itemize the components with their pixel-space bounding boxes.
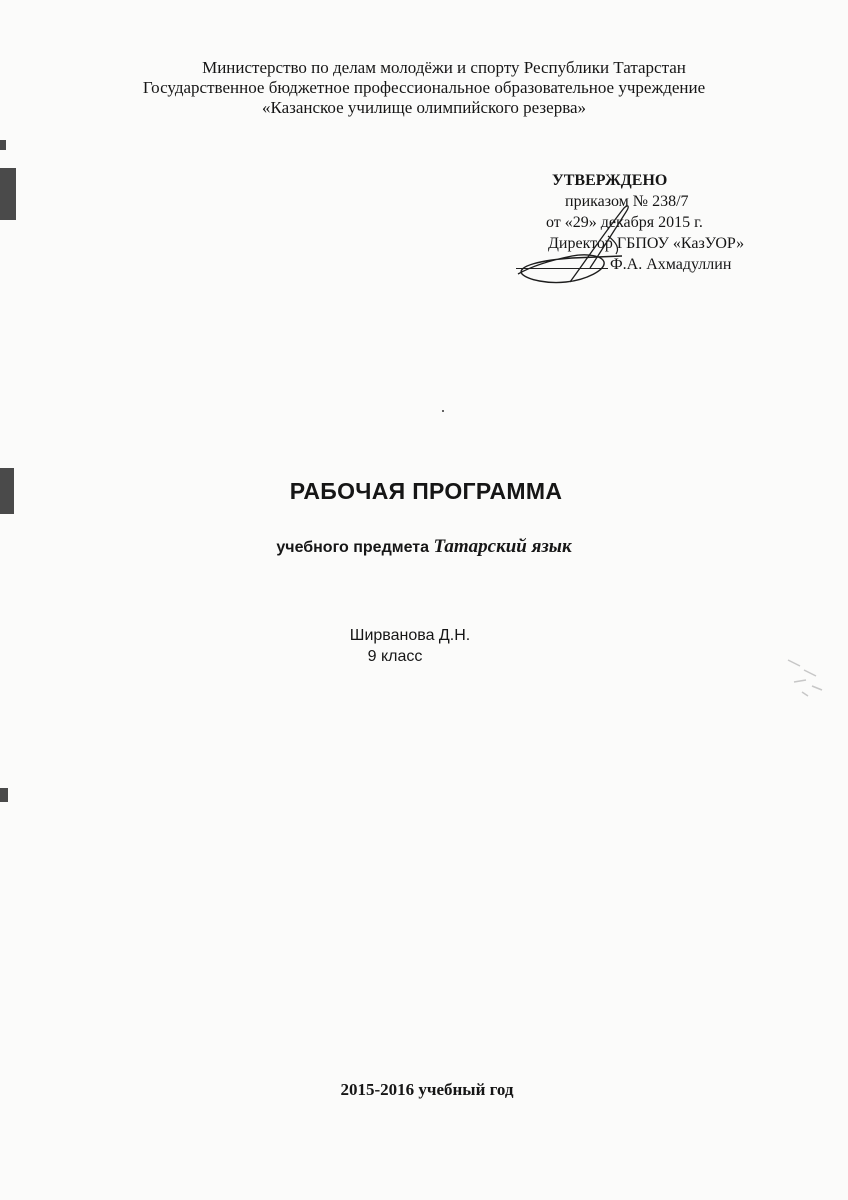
faint-stamp-marks xyxy=(782,650,832,700)
organization-header xyxy=(0,58,848,118)
academic-year xyxy=(0,1080,848,1100)
subject-line xyxy=(0,536,848,558)
academic-year-text: 2015-2016 учебный год xyxy=(340,1080,514,1099)
institution-type-line: Государственное бюджетное профессиональное образовательное учреждение xyxy=(142,78,706,97)
approval-title: УТВЕРЖДЕНО xyxy=(552,172,668,189)
ministry-line: Министерство по делам молодёжи и спорту Республики Татарстан xyxy=(202,58,686,77)
subject-prefix: учебного предмета xyxy=(276,539,434,556)
document-title xyxy=(0,478,848,505)
grade-label: 9 класс xyxy=(367,648,423,665)
scan-artifact xyxy=(0,140,6,150)
scan-artifact xyxy=(0,168,16,220)
approval-signatory: Ф.А. Ахмадуллин xyxy=(610,256,732,273)
author-block xyxy=(0,625,848,667)
author-name: Ширванова Д.Н. xyxy=(349,627,471,644)
subject-name: Татарский язык xyxy=(433,536,572,557)
approval-date: от «29» декабря 2015 г. xyxy=(546,214,703,231)
approval-director: Директор ГБПОУ «КазУОР» xyxy=(548,235,745,252)
scan-dot xyxy=(442,410,444,412)
approval-order: приказом № 238/7 xyxy=(565,193,689,210)
institution-name-line: «Казанское училище олимпийского резерва» xyxy=(261,98,587,117)
handwritten-signature xyxy=(512,196,652,296)
scan-artifact xyxy=(0,788,8,802)
document-title-text: РАБОЧАЯ ПРОГРАММА xyxy=(289,478,563,504)
